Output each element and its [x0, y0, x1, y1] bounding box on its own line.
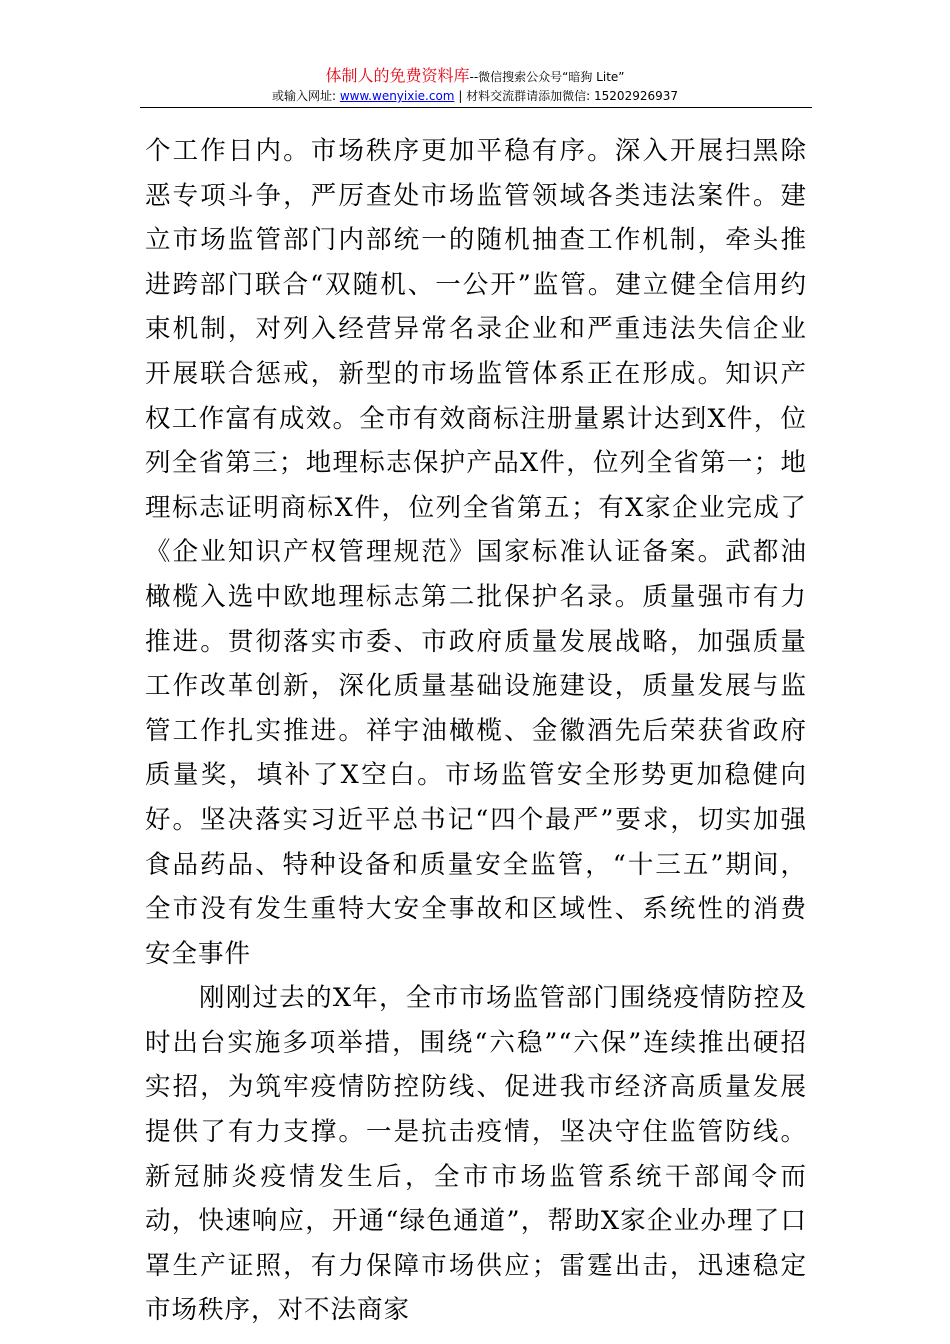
header-website-link[interactable]: www.wenyixie.com: [339, 89, 455, 103]
header-contact: | 材料交流群请添加微信: 15202926937: [454, 89, 679, 103]
header-brand: 体制人的免费资料库: [325, 66, 470, 85]
document-body: [145, 129, 807, 1333]
header-url-prefix: 或输入网址:: [271, 89, 340, 103]
header-divider: [140, 107, 812, 108]
header-title-line: [0, 66, 950, 87]
page-header: [0, 66, 950, 105]
header-contact-line: [0, 88, 950, 105]
paragraph: 个工作日内。市场秩序更加平稳有序。深入开展扫黑除恶专项斗争，严厉查处市场监管领域各类违法案件。建立市场监管部门内部统一的随机抽查工作机制，牵头推进跨部门联合“双随机、一公开”监管。建立健全信用约束机制，对列入经营异常名录企业和严重违法失信企业开展联合惩戒，新型的市场监管体系正在形成。知识产权工作富有成效。全市有效商标注册量累计达到X件，位列全省第三；地理标志保护产品X件，位列全省第一；地理标志证明商标X件，位列全省第五；有X家企业完成了《企业知识产权管理规范》国家标准认证备案。武都油橄榄入选中欧地理标志第二批保护名录。质量强市有力推进。贯彻落实市委、市政府质量发展战略，加强质量工作改革创新，深化质量基础设施建设，质量发展与监管工作扎实推进。祥宇油橄榄、金徽酒先后荣获省政府质量奖，填补了X空白。市场监管安全形势更加稳健向好。坚决落实习近平总书记“四个最严”要求，切实加强食品药品、特种设备和质量安全监管，“十三五”期间，全市没有发生重特大安全事故和区域性、系统性的消费安全事件: [145, 136, 807, 969]
paragraph: 刚刚过去的X年，全市市场监管部门围绕疫情防控及时出台实施多项举措，围绕“六稳”“六保”连续推出硬招实招，为筑牢疫情防控防线、促进我市经济高质量发展提供了有力支撑。一是抗击疫情，坚决守住监管防线。新冠肺炎疫情发生后，全市市场监管系统干部闻令而动，快速响应，开通“绿色通道”，帮助X家企业办理了口罩生产证照，有力保障市场供应；雷霆出击，迅速稳定市场秩序，对不法商家: [145, 983, 807, 1326]
header-tagline: --微信搜索公众号“暗狗 Lite”: [469, 70, 625, 84]
